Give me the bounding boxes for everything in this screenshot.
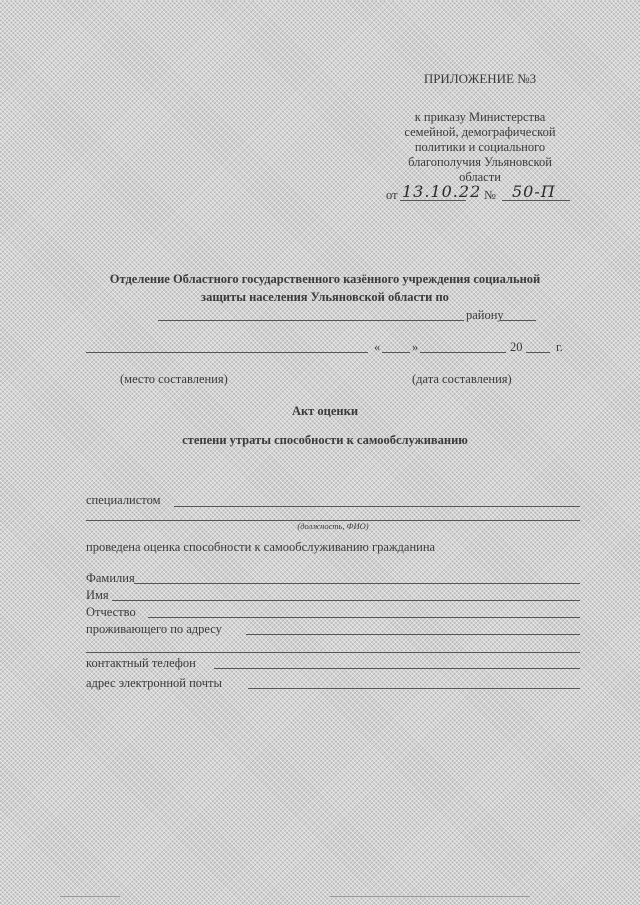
appendix-title: ПРИЛОЖЕНИЕ №3 bbox=[423, 71, 537, 86]
position-hint: (должность, ФИО) bbox=[297, 521, 369, 531]
act-title: Акт оценки bbox=[291, 404, 359, 418]
date-quote-close: » bbox=[412, 340, 419, 354]
appendix-line: к приказу Министерства bbox=[414, 110, 546, 124]
date-day-field[interactable] bbox=[382, 352, 410, 353]
email-label: адрес электронной почты bbox=[86, 676, 222, 690]
patronymic-label: Отчество bbox=[86, 605, 136, 619]
appendix-number-prefix: № bbox=[484, 188, 496, 202]
phone-label: контактный телефон bbox=[86, 656, 196, 670]
place-label: (место составления) bbox=[120, 372, 228, 386]
name-label: Имя bbox=[86, 588, 109, 602]
address-field[interactable] bbox=[246, 634, 580, 635]
appendix-number-value: 50-П bbox=[512, 182, 556, 201]
act-subtitle: степени утраты способности к самообслуживанию bbox=[182, 433, 468, 447]
appendix-number-underline bbox=[502, 200, 570, 201]
surname-field[interactable] bbox=[134, 583, 580, 584]
date-year-suffix: г. bbox=[556, 340, 563, 354]
address-field-line-2[interactable] bbox=[86, 652, 580, 653]
email-field[interactable] bbox=[248, 688, 580, 689]
phone-field[interactable] bbox=[214, 668, 580, 669]
org-line-2: защиты населения Ульяновской области по bbox=[201, 290, 449, 304]
appendix-line: политики и социального bbox=[414, 140, 546, 154]
date-quote-open: « bbox=[374, 340, 381, 354]
name-field[interactable] bbox=[112, 600, 580, 601]
district-field[interactable] bbox=[158, 320, 464, 321]
address-label: проживающего по адресу bbox=[86, 622, 222, 636]
appendix-line: области bbox=[459, 170, 501, 184]
appendix-date-prefix: от bbox=[386, 188, 398, 202]
appendix-line: благополучия Ульяновской bbox=[408, 155, 552, 169]
appendix-date-value: 13.10.22 bbox=[402, 182, 482, 201]
district-suffix: району bbox=[466, 308, 504, 322]
scan-artifact bbox=[60, 896, 120, 897]
date-year-field[interactable] bbox=[526, 352, 550, 353]
patronymic-field[interactable] bbox=[148, 617, 580, 618]
assessment-text: проведена оценка способности к самообслуживанию гражданина bbox=[86, 540, 436, 554]
place-field[interactable] bbox=[86, 352, 368, 353]
specialist-label: специалистом bbox=[86, 493, 161, 507]
appendix-order-text bbox=[380, 110, 580, 185]
date-year-prefix: 20 bbox=[510, 340, 523, 354]
date-month-field[interactable] bbox=[420, 352, 506, 353]
scan-artifact bbox=[330, 896, 530, 897]
specialist-field[interactable] bbox=[174, 506, 580, 507]
appendix-line: семейной, демографической bbox=[404, 125, 556, 139]
org-line-1: Отделение Областного государственного казённого учреждения социальной bbox=[109, 272, 541, 286]
appendix-date-underline bbox=[400, 200, 466, 201]
surname-label: Фамилия bbox=[86, 571, 135, 585]
date-label: (дата составления) bbox=[412, 372, 512, 386]
district-tail-line bbox=[500, 320, 536, 321]
